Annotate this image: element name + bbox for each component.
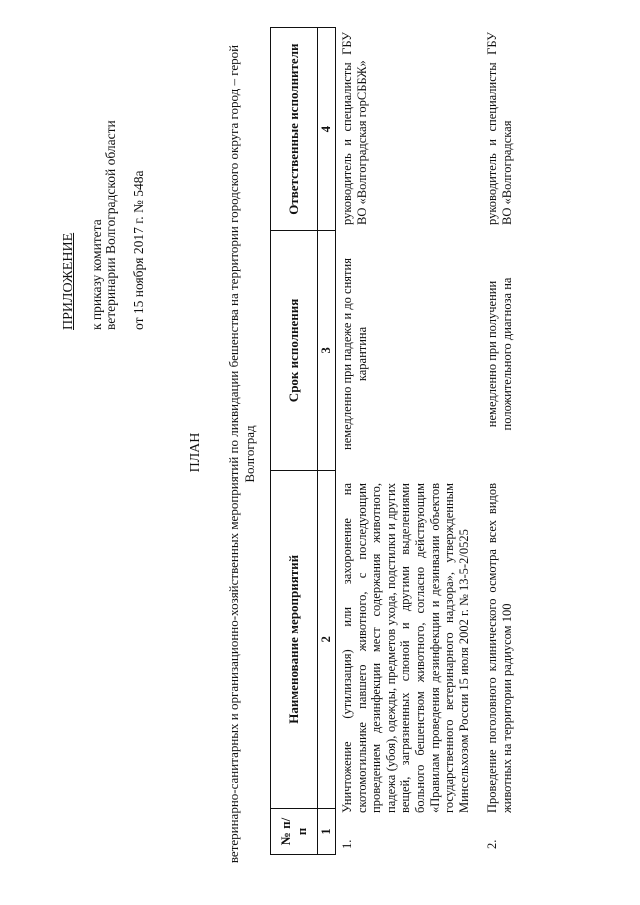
- plan-table-header: [270, 27, 336, 855]
- row-responsible: руководитель и специалисты ГБУ ВО «Волгоградская: [485, 32, 514, 225]
- document-title: ПЛАН: [188, 432, 203, 473]
- header-number: № п/п: [271, 808, 318, 854]
- column-number-row: [318, 28, 336, 855]
- row-activity: Проведение поголовного клинического осмотра всех видов животных на территории радиусом 100: [485, 483, 514, 813]
- plan-table-body: [340, 25, 533, 855]
- header-deadline: Срок исполнения: [271, 231, 318, 470]
- column-number-3: 3: [318, 231, 336, 470]
- appendix-line-3: от 15 ноября 2017 г. № 548а: [131, 170, 146, 330]
- appendix-line-1: к приказу комитета: [89, 219, 104, 330]
- table-header-row: [271, 28, 318, 855]
- header-responsible: Ответственные исполнители: [271, 28, 318, 231]
- table-row: [485, 25, 533, 855]
- appendix-block: [62, 70, 146, 330]
- document-subtitle: ветеринарно-санитарных и организационно-хозяйственных мероприятий по ликвидации бешенства на территории городского округа город – герой Волгоград: [226, 44, 257, 864]
- row-activity: Уничтожение (утилизация) или захоронение на скотомогильнике павшего животного, с последующим проведением дезинфекции мест содержания животного, падежа (убоя), одежды, предметов ухода, подстилки и других вещей, загрязненных слюной и другими выделениями больного бешенством животного, согласно действующим «Правилам проведения дезинфекции и дезинвазии объектов государственного ветеринарного надзора», утвержденным Минсельхозом России 15 июля 2002 г. № 13-5-2/0525: [340, 483, 471, 813]
- row-deadline: немедленно при падеже и до снятия карантина: [340, 258, 369, 450]
- table-row: [340, 25, 471, 855]
- row-responsible: руководитель и специалисты ГБУ ВО «Волгоградская горСББЖ»: [340, 32, 369, 225]
- column-number-1: 1: [318, 808, 336, 854]
- row-number: 2.: [485, 839, 500, 849]
- appendix-line-2: ветеринарии Волгоградской области: [103, 120, 118, 330]
- header-activity: Наименование мероприятий: [271, 470, 318, 808]
- column-number-2: 2: [318, 470, 336, 808]
- row-deadline: немедленно при получении положительного диагноза на: [485, 277, 514, 431]
- column-number-4: 4: [318, 28, 336, 231]
- appendix-heading: ПРИЛОЖЕНИЕ: [61, 232, 76, 330]
- row-number: 1.: [340, 839, 354, 849]
